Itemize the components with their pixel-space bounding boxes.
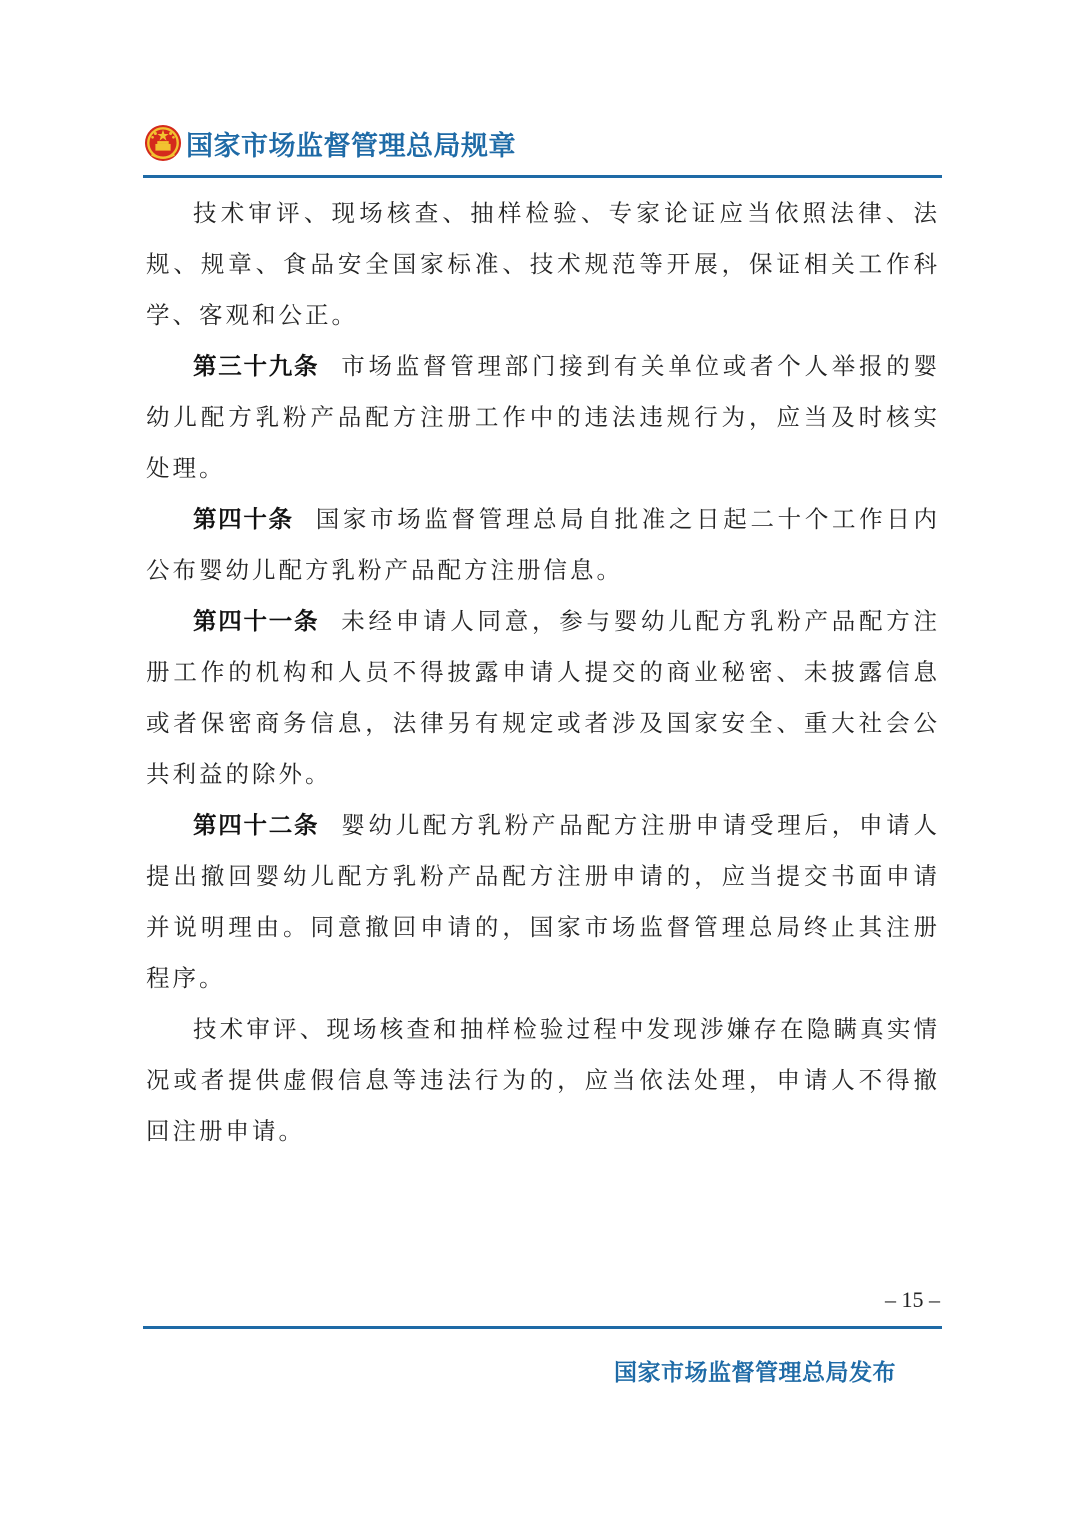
page-header: [144, 120, 516, 166]
article-label: 第四十一条: [193, 607, 320, 635]
paragraph-text: 技术审评、现场核查、抽样检验、专家论证应当依照法律、法规、规章、食品安全国家标准、技术规范等开展，保证相关工作科学、客观和公正。: [146, 199, 940, 329]
footer-divider: [143, 1326, 942, 1329]
article-label: 第四十条: [193, 505, 294, 533]
article-40: [146, 494, 940, 596]
paragraph-text: 技术审评、现场核查和抽样检验过程中发现涉嫌存在隐瞒真实情况或者提供虚假信息等违法行为的，应当依法处理，申请人不得撤回注册申请。: [146, 1015, 940, 1145]
article-42: [146, 800, 940, 1004]
paragraph: [146, 188, 940, 341]
article-41: [146, 596, 940, 800]
page-number: – 15 –: [885, 1287, 940, 1312]
paragraph: [146, 1004, 940, 1157]
article-label: 第三十九条: [193, 352, 320, 380]
article-label: 第四十二条: [193, 811, 320, 839]
article-39: [146, 341, 940, 494]
header-title: 国家市场监督管理总局规章: [186, 130, 516, 162]
footer-publisher: 国家市场监督管理总局发布: [614, 1360, 896, 1386]
header-divider: [143, 175, 942, 178]
article-text: 婴幼儿配方乳粉产品配方注册申请受理后，申请人提出撤回婴幼儿配方乳粉产品配方注册申请的，应当提交书面申请并说明理由。同意撤回申请的，国家市场监督管理总局终止其注册程序。: [146, 811, 940, 992]
national-emblem-icon: [144, 123, 182, 163]
document-body: [146, 188, 940, 1157]
article-text: 未经申请人同意，参与婴幼儿配方乳粉产品配方注册工作的机构和人员不得披露申请人提交的商业秘密、未披露信息或者保密商务信息，法律另有规定或者涉及国家安全、重大社会公共利益的除外。: [146, 607, 940, 788]
article-text: 国家市场监督管理总局自批准之日起二十个工作日内公布婴幼儿配方乳粉产品配方注册信息。: [146, 505, 941, 584]
article-text: 市场监督管理部门接到有关单位或者个人举报的婴幼儿配方乳粉产品配方注册工作中的违法违规行为，应当及时核实处理。: [146, 352, 940, 482]
